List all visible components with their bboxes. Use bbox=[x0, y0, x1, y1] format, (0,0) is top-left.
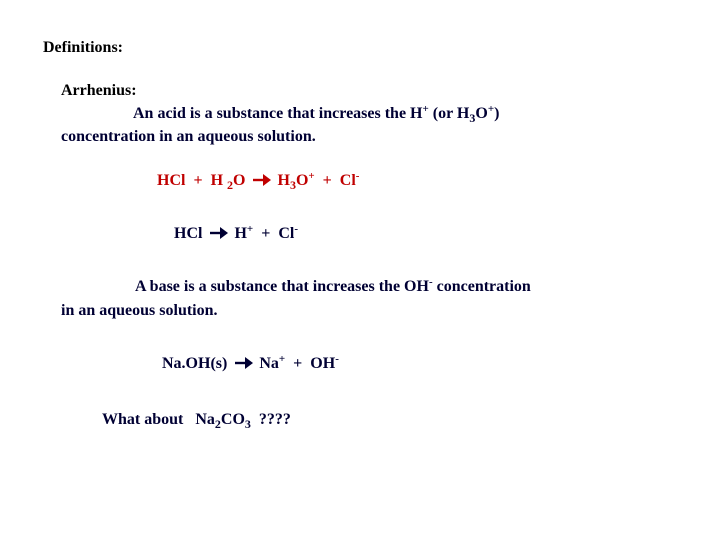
question-sodium-carbonate: What about $Na_2CO_3$ ???? bbox=[102, 411, 291, 431]
equation-naoh-dissociation: Na.OH(s) Na+ + OH- bbox=[162, 353, 339, 372]
arrow-right-icon bbox=[210, 227, 228, 239]
arrow-right-icon bbox=[253, 174, 271, 186]
base-definition-line-1: A base is a substance that increases the OH- concentration bbox=[135, 276, 531, 295]
equation-hcl-water: HCl + H $_2$O $H_3O^+ + Cl^-$ bbox=[157, 170, 360, 192]
acid-definition-line-2: concentration in an aqueous solution. bbox=[61, 128, 316, 145]
section-title-arrhenius: Arrhenius: bbox=[61, 82, 137, 99]
page-heading: Definitions: bbox=[43, 39, 123, 56]
equation-hcl-dissociation: HCl H+ + Cl- bbox=[174, 223, 298, 242]
base-definition-line-2: in an aqueous solution. bbox=[61, 302, 218, 319]
arrow-right-icon bbox=[235, 357, 253, 369]
acid-definition-line-1: An acid is a substance that increases the H+ (or $H_3O^+$) bbox=[133, 103, 500, 125]
